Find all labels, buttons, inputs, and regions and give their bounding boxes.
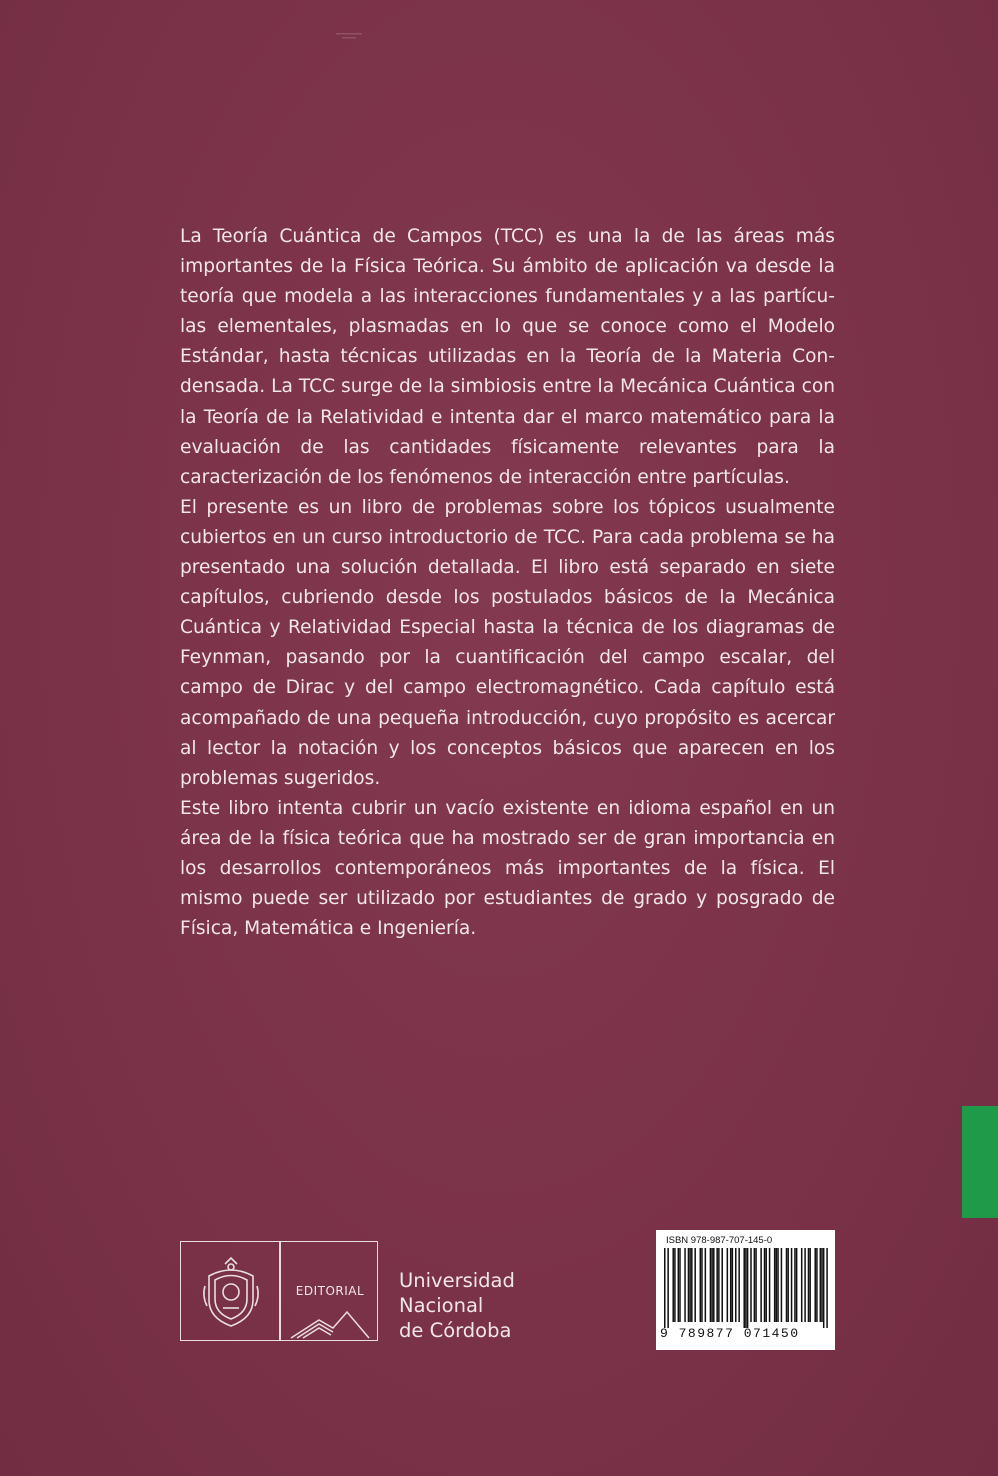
barcode-bar — [743, 1248, 745, 1328]
barcode-bar — [684, 1248, 686, 1322]
blurb-paragraph-2: El presente es un libro de problemas sobre los tópicos usualmente cubiertos en un curso introductorio de TCC. Para cada problema se ha presentado una solución detallada. El libro está separado en siete capítulos, cubriendo desde los postulados básicos de la Mecánica Cuántica y Relatividad Especial hasta la técnica de los diagramas de Feynman, pasando por la cuantificación del campo escalar, del campo de Dirac y del campo electromagnético. Cada capítulo está acompañado de una pequeña introducción, cuyo propósito es acercar al lector la notación y los conceptos básicos que aparecen en los problemas sugeridos. — [180, 496, 835, 789]
mountain-book-icon — [289, 1306, 371, 1340]
barcode-bar — [688, 1248, 690, 1322]
barcode-bar — [678, 1248, 680, 1322]
barcode-bar — [667, 1248, 669, 1328]
barcode-bar — [801, 1248, 803, 1322]
barcode-bar — [791, 1248, 793, 1322]
blurb-paragraph-3: Este libro intenta cubrir un vacío existente en idioma español en un área de la física teórica que ha mostrado ser de gran importancia en los desarrollos contemporáneos más importantes de la física. El mismo puede ser utilizado por estudiantes de grado y posgrado de Física, Matemática e Ingeniería. — [180, 797, 835, 940]
barcode-bar — [745, 1248, 747, 1328]
barcode-bar — [710, 1248, 712, 1322]
barcode-bar — [732, 1248, 734, 1322]
barcode-bar — [727, 1248, 729, 1322]
isbn-label: ISBN 978-987-707-145-0 — [666, 1235, 773, 1246]
barcode-bar — [769, 1248, 771, 1322]
barcode-bar — [781, 1248, 783, 1322]
barcode-bar — [718, 1248, 720, 1322]
decorative-mark — [336, 28, 362, 42]
barcode-bar — [711, 1248, 713, 1322]
barcode-bar — [774, 1248, 776, 1322]
barcode-bar — [786, 1248, 788, 1322]
barcode-bar — [750, 1248, 752, 1322]
university-name-line-2: Nacional — [399, 1294, 484, 1317]
barcode-bar — [701, 1248, 703, 1322]
barcode-bars — [664, 1248, 828, 1328]
barcode-bar — [823, 1248, 825, 1328]
barcode-bar — [747, 1248, 749, 1328]
barcode-bar — [674, 1248, 676, 1322]
barcode-bar — [738, 1248, 740, 1322]
university-name — [399, 1268, 515, 1343]
barcode-bar — [689, 1248, 691, 1322]
barcode-bar — [826, 1248, 828, 1328]
barcode-bar — [721, 1248, 723, 1322]
barcode-bar — [764, 1248, 766, 1322]
barcode-bar — [794, 1248, 796, 1322]
isbn-barcode — [656, 1230, 835, 1350]
university-shield-icon — [201, 1256, 261, 1330]
barcode-bar — [809, 1248, 811, 1322]
editorial-label: EDITORIAL — [295, 1284, 365, 1298]
barcode-bar — [730, 1248, 732, 1322]
barcode-bar — [664, 1248, 666, 1328]
university-name-line-3: de Córdoba — [399, 1319, 512, 1342]
editorial-logo — [180, 1241, 378, 1341]
barcode-bar — [735, 1248, 737, 1322]
spine-color-tab — [962, 1106, 998, 1218]
barcode-bar — [804, 1248, 806, 1322]
barcode-bar — [713, 1248, 715, 1322]
barcode-bar — [694, 1248, 696, 1322]
barcode-bar — [808, 1248, 810, 1322]
back-cover-blurb — [180, 222, 835, 944]
university-name-line-1: Universidad — [399, 1269, 515, 1292]
barcode-bar — [814, 1248, 816, 1322]
barcode-bar — [820, 1248, 822, 1322]
barcode-bar — [787, 1248, 789, 1322]
barcode-bar — [765, 1248, 767, 1322]
barcode-bar — [716, 1248, 718, 1322]
barcode-bar — [691, 1248, 693, 1322]
barcode-bar — [760, 1248, 762, 1322]
blurb-paragraph-1: La Teoría Cuántica de Campos (TCC) es una la de las áreas más importantes de la Física Teórica. Su ámbito de aplicación va desde la teoría que modela a las interacciones fundamentales y a las partícu-las elementales, plasmadas en lo que se conoce como el Modelo Estándar, hasta técnicas utilizadas en la Teoría de la Materia Con-densada. La TCC surge de la simbiosis entre la Mecánica Cuántica con la Teoría de la Relatividad e intenta dar el marco matemático para la evaluación de las cantidades físicamente relevantes para la caracterización de los fenómenos de interacción entre partículas. — [180, 226, 835, 488]
barcode-bar — [754, 1248, 756, 1322]
barcode-bar — [777, 1248, 779, 1322]
barcode-bar — [705, 1248, 707, 1322]
barcode-bar — [700, 1248, 702, 1322]
barcode-bar — [821, 1248, 823, 1322]
barcode-bar — [755, 1248, 757, 1322]
barcode-bar — [816, 1248, 818, 1322]
barcode-bar — [679, 1248, 681, 1322]
barcode-bar — [796, 1248, 798, 1322]
barcode-bar — [672, 1248, 674, 1322]
barcode-digits: 9 789877 071450 — [660, 1326, 800, 1341]
barcode-bar — [776, 1248, 778, 1322]
